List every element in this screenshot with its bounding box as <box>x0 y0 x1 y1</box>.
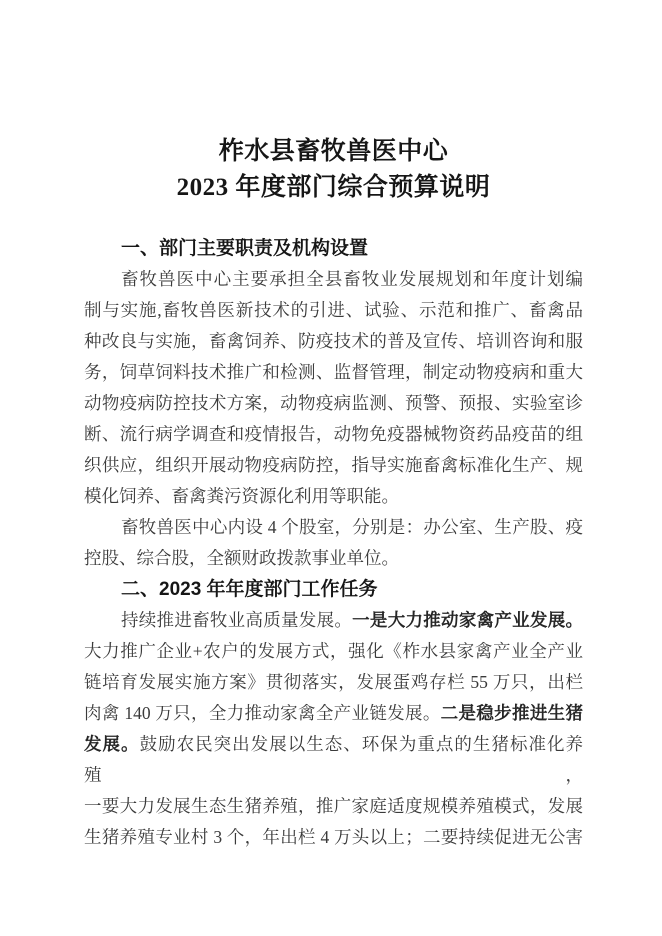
text-segment: 鼓励农民突出发展以生态、环保为重点的生猪标准化养殖， <box>84 734 584 785</box>
text-line <box>84 698 583 729</box>
text-line: 务，饲草饲料技术推广和检测、监督管理，制定动物疫病和重大 <box>84 362 583 382</box>
text-line <box>84 729 583 791</box>
text-segment-bold: 二是稳步推进生猪 <box>440 703 584 723</box>
text-line: 大力推广企业+农户的发展方式，强化《柞水县家禽产业全产业 <box>84 641 583 661</box>
section-2-heading: 二、2023 年年度部门工作任务 <box>121 579 378 600</box>
document-title <box>84 134 583 206</box>
text-line: 动物疫病防控技术方案，动物疫病监测、预警、预报、实验室诊 <box>84 393 583 413</box>
text-line <box>84 605 583 636</box>
text-segment-bold: 发展。 <box>84 734 140 754</box>
text-line: 断、流行病学调查和疫情报告，动物免疫器械物资药品疫苗的组 <box>84 424 583 444</box>
section-2-paragraph-1 <box>84 605 583 853</box>
section-1-paragraph-1 <box>84 264 583 512</box>
section-1-paragraph-2 <box>84 512 583 574</box>
text-segment: 持续推进畜牧业高质量发展。 <box>121 610 353 630</box>
document-content <box>84 0 583 853</box>
text-line: 生猪养殖专业村 3 个，年出栏 4 万头以上；二要持续促进无公害 <box>84 827 583 847</box>
text-line: 畜牧兽医中心主要承担全县畜牧业发展规划和年度计划编 <box>121 269 583 289</box>
text-line: 种改良与实施，畜禽饲养、防疫技术的普及宣传、培训咨询和服 <box>84 331 583 351</box>
text-line: 织供应，组织开展动物疫病防控，指导实施畜禽标准化生产、规 <box>84 455 583 475</box>
text-line: 控股、综合股，全额财政拨款事业单位。 <box>84 548 399 568</box>
text-segment: 肉禽 140 万只，全力推动家禽全产业链发展。 <box>84 703 441 723</box>
text-line: 制与实施,畜牧兽医新技术的引进、试验、示范和推广、畜禽品 <box>84 300 583 320</box>
text-segment-bold: 一是大力推动家禽产业发展。 <box>352 610 583 630</box>
text-line: 模化饲养、畜禽粪污资源化利用等职能。 <box>84 486 399 506</box>
text-line: 畜牧兽医中心内设 4 个股室，分别是：办公室、生产股、疫 <box>121 517 583 537</box>
text-line: 链培育发展实施方案》贯彻落实，发展蛋鸡存栏 55 万只，出栏 <box>84 672 583 692</box>
document-title-line2: 2023 年度部门综合预算说明 <box>176 174 491 201</box>
document-title-line1: 柞水县畜牧兽医中心 <box>218 138 449 165</box>
section-1-heading: 一、部门主要职责及机构设置 <box>121 238 369 259</box>
text-line: 一要大力发展生态生猪养殖，推广家庭适度规模养殖模式，发展 <box>84 796 583 816</box>
